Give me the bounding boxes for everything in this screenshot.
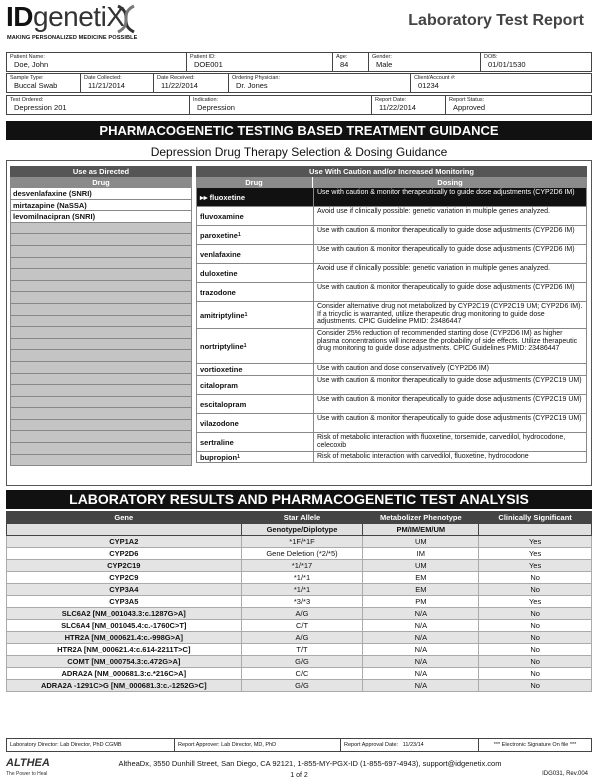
drug-label: sertraline (200, 437, 234, 447)
lab-result-row (7, 584, 592, 596)
drug-label: fluvoxamine (200, 211, 244, 221)
lab-result-row (7, 572, 592, 584)
dosing-guidance: Use with caution & monitor therapeutically to guide dose adjustments (CYP2D6 IM) (317, 246, 575, 253)
caution-drug-name (197, 226, 314, 244)
lab-result-row (7, 560, 592, 572)
caution-drug-row (196, 364, 587, 376)
gene-name: CYP2D6 (7, 548, 242, 560)
drug-label: trazodone (200, 287, 236, 297)
genotype: C/T (241, 620, 363, 632)
approval-date: 11/23/14 (402, 742, 424, 748)
empty-row (10, 316, 192, 328)
clinical-significance: Yes (479, 596, 592, 608)
caution-drug-name (197, 283, 314, 301)
drug-label: paroxetine (200, 230, 238, 240)
company-address: AltheaDx, 3550 Dunhill Street, San Diego, CA 92121, 1-855-MY-PGX-ID (1-855-697-4943), support@idgenetix.com (118, 759, 502, 768)
genotype: A/G (241, 608, 363, 620)
althea-logo: ALTHEA (6, 757, 50, 769)
caution-drug-name (197, 329, 314, 363)
caution-drug-row (196, 329, 587, 364)
report-date-cell: Report Date: 11/22/2014 (372, 96, 446, 114)
patient-id-cell: Patient ID: DOE001 (187, 53, 333, 71)
sample-type-cell: Sample Type: Buccal Swab (7, 74, 81, 92)
empty-row (10, 374, 192, 386)
caution-drug-name (197, 188, 314, 206)
caution-drug-row (196, 245, 587, 264)
caution-drug-name (197, 395, 314, 413)
footnote-marker: 1 (237, 454, 240, 460)
empty-row (10, 408, 192, 420)
gene-subheader (7, 524, 242, 536)
lab-result-row (7, 644, 592, 656)
caution-drug-name (197, 245, 314, 263)
clinical-significance: Yes (479, 548, 592, 560)
lab-result-row (7, 548, 592, 560)
electronic-signature: *** Electronic Signature On file *** (493, 742, 577, 748)
caution-table (196, 166, 587, 463)
lab-result-row (7, 680, 592, 692)
gene-name: COMT [NM_000754.3:c.472G>A] (7, 656, 242, 668)
report-approver: Report Approver: Lab Director, MD, PhD (175, 739, 341, 751)
caution-drug-name (197, 364, 314, 375)
gene-name: SLC6A4 [NM_001045.4:c.-1760C>T] (7, 620, 242, 632)
lab-result-row (7, 608, 592, 620)
dosing-col-header: Dosing (313, 177, 587, 188)
phenotype: N/A (363, 608, 479, 620)
gene-name: HTR2A [NM_000621.4:c.614-2211T>C] (7, 644, 242, 656)
right-drug-col-header: Drug (196, 177, 313, 188)
clinical-significance: No (479, 572, 592, 584)
dob-cell: DOB: 01/01/1530 (484, 54, 526, 69)
empty-row (10, 443, 192, 455)
caution-drug-name (197, 207, 314, 225)
genotype: *3/*3 (241, 596, 363, 608)
drug-label: vortioxetine (200, 365, 243, 374)
empty-row (10, 339, 192, 351)
drug-label: nortriptyline (200, 341, 244, 351)
caution-drug-row (196, 226, 587, 245)
phenotype: UM (363, 536, 479, 548)
empty-row (10, 397, 192, 409)
idgenetix-logo: IDgenetiX (6, 1, 125, 32)
phenotype-subheader: PM/IM/EM/UM (363, 524, 479, 536)
report-status-cell: Report Status: Approved (449, 97, 486, 112)
gene-name: CYP3A4 (7, 584, 242, 596)
caution-drug-row (196, 452, 587, 463)
dosing-guidance: Consider 25% reduction of recommended starting dose (CYP2D6 IM) as higher plasma concentrations will increase the probability of side effects. Utilize therapeutic drug monitoring to guide dose adjustments. CPIC Guidelines PMID: 23486447 (317, 330, 578, 353)
date-received-cell: Date Received: 11/22/2014 (154, 74, 229, 92)
dosing-guidance: Consider alternative drug not metabolized by CYP2C19 (CYP2C19 UM; CYP2D6 IM). If a tricyclic is warranted, utilize therapeutic drug monitoring to guide dose adjustments. CPIC Guideline PMID: 23486447 (317, 303, 583, 326)
caution-drug-row (196, 207, 587, 226)
page-number: 1 of 2 (290, 772, 308, 779)
patient-name-cell: Patient Name: Doe, John (7, 53, 187, 71)
dosing-guidance: Avoid use if clinically possible: genetic variation in multiple genes analyzed. (317, 265, 550, 272)
empty-row (10, 431, 192, 443)
phenotype: N/A (363, 668, 479, 680)
dna-helix-icon (114, 4, 138, 34)
clinical-significance: Yes (479, 560, 592, 572)
approval-date-cell: Report Approval Date: 11/23/14 (341, 739, 479, 751)
guidance-banner: PHARMACOGENETIC TESTING BASED TREATMENT GUIDANCE (6, 121, 592, 140)
caution-drug-name (197, 433, 314, 451)
empty-row (10, 362, 192, 374)
directed-drug-row: desvenlafaxine (SNRI) (10, 188, 192, 200)
signature-footer (6, 738, 592, 752)
gender-cell: Gender: Male (369, 53, 481, 71)
phenotype-col-header: Metabolizer Phenotype (363, 512, 479, 524)
empty-row (10, 327, 192, 339)
genotype: *1F/*1F (241, 536, 363, 548)
lab-results-table (6, 511, 592, 692)
use-as-directed-header: Use as Directed (10, 166, 192, 177)
caution-drug-row (196, 264, 587, 283)
gene-name: ADRA2A -1291C>G [NM_000681.3:c.-1252G>C] (7, 680, 242, 692)
date-collected-cell: Date Collected: 11/21/2014 (81, 74, 154, 92)
footnote-marker: 1 (237, 232, 241, 238)
drug-label: duloxetine (200, 268, 238, 278)
drug-label: amitriptyline (200, 310, 245, 320)
empty-row (10, 281, 192, 293)
caution-drug-row (196, 376, 587, 395)
althea-tagline: The Power to Heal (6, 771, 48, 777)
caution-header: Use With Caution and/or Increased Monitoring (196, 166, 587, 177)
guidance-subtitle: Depression Drug Therapy Selection & Dosing Guidance (150, 145, 448, 159)
star-allele-col-header: Star Allele (241, 512, 363, 524)
dosing-guidance: Avoid use if clinically possible: genetic variation in multiple genes analyzed. (317, 208, 550, 215)
ordering-physician-cell: Ordering Physician: Dr. Jones (229, 74, 411, 92)
drug-label: escitalopram (200, 399, 247, 409)
phenotype: UM (363, 560, 479, 572)
left-drug-col-header: Drug (10, 177, 192, 188)
genotype: T/T (241, 644, 363, 656)
footnote-marker: 1 (244, 312, 248, 318)
gene-name: CYP2C9 (7, 572, 242, 584)
drug-label: vilazodone (200, 418, 239, 428)
dosing-guidance: Use with caution & monitor therapeutically to guide dose adjustments (CYP2D6 IM) (317, 284, 575, 291)
caution-drug-row (196, 395, 587, 414)
dosing-guidance: Use with caution & monitor therapeutically to guide dose adjustments (CYP2D6 IM) (317, 189, 575, 196)
clinical-significance: No (479, 668, 592, 680)
caution-drug-name (197, 452, 314, 462)
logo-tagline: MAKING PERSONALIZED MEDICINE POSSIBLE (7, 35, 138, 41)
dosing-guidance: Risk of metabolic interaction with carvedilol, fluoxetine, hydrocodone (317, 453, 529, 460)
directed-drug-row: levomilnacipran (SNRI) (10, 211, 192, 223)
lab-result-row (7, 596, 592, 608)
empty-row (10, 304, 192, 316)
gene-name: ADRA2A [NM_000681.3:c.*216C>A] (7, 668, 242, 680)
clinical-significance: Yes (479, 536, 592, 548)
clinical-significance: No (479, 584, 592, 596)
phenotype: N/A (363, 656, 479, 668)
test-ordered-cell: Test Ordered: Depression 201 (7, 96, 190, 114)
lab-result-row (7, 632, 592, 644)
clinical-significance: No (479, 644, 592, 656)
drug-label: venlafaxine (200, 249, 241, 259)
clinical-significance: No (479, 620, 592, 632)
age-cell: Age: 84 (333, 53, 369, 71)
genotype: G/G (241, 656, 363, 668)
genotype-subheader: Genotype/Diplotype (241, 524, 363, 536)
drug-label: citalopram (200, 380, 238, 390)
caution-drug-row (196, 302, 587, 329)
genotype: A/G (241, 632, 363, 644)
caution-drug-name (197, 264, 314, 282)
empty-row (10, 246, 192, 258)
phenotype: N/A (363, 644, 479, 656)
phenotype: EM (363, 572, 479, 584)
drug-label: bupropion (200, 452, 238, 462)
phenotype: PM (363, 596, 479, 608)
directed-drug-row: mirtazapine (NaSSA) (10, 200, 192, 212)
caution-drug-row (196, 414, 587, 433)
lab-director: Laboratory Director: Lab Director, PhD CGMB (7, 739, 175, 751)
dosing-guidance: Risk of metabolic interaction with fluoxetine, torsemide, carvedilol, hydrocodone, celecoxib (317, 434, 566, 449)
gene-name: CYP1A2 (7, 536, 242, 548)
caution-drug-name (197, 376, 314, 394)
drug-label: ▸▸ fluoxetine (200, 192, 246, 202)
dosing-guidance: Use with caution & monitor therapeutically to guide dose adjustments (CYP2C19 UM) (317, 377, 582, 384)
empty-row (10, 258, 192, 270)
dosing-guidance: Use with caution & monitor therapeutically to guide dose adjustments (CYP2C19 UM) (317, 396, 582, 403)
empty-row (10, 292, 192, 304)
lab-result-row (7, 668, 592, 680)
phenotype: N/A (363, 680, 479, 692)
gene-name: SLC6A2 [NM_001043.3:c.1287G>A] (7, 608, 242, 620)
caution-drug-row (196, 188, 587, 207)
clinical-significance: No (479, 608, 592, 620)
caution-drug-row (196, 283, 587, 302)
empty-row (10, 269, 192, 281)
genotype: C/C (241, 668, 363, 680)
genotype: *1/*1 (241, 584, 363, 596)
gene-name: CYP2C19 (7, 560, 242, 572)
phenotype: EM (363, 584, 479, 596)
lab-results-banner: LABORATORY RESULTS AND PHARMACOGENETIC TEST ANALYSIS (6, 490, 592, 509)
sample-info-row (6, 73, 592, 93)
caution-drug-name (197, 302, 314, 328)
lab-result-row (7, 656, 592, 668)
gene-name: CYP3A5 (7, 596, 242, 608)
clinical-significance: No (479, 632, 592, 644)
empty-row (10, 455, 192, 467)
report-title: Laboratory Test Report (408, 12, 584, 29)
client-account-cell: Client/Account #: 01234 (414, 75, 456, 90)
clinical-significance: No (479, 680, 592, 692)
significance-col-header: Clinically Significant (479, 512, 592, 524)
genotype: *1/*1 (241, 572, 363, 584)
indication-cell: Indication: Depression (190, 96, 372, 114)
phenotype: N/A (363, 620, 479, 632)
dosing-guidance: Use with caution and dose conservatively (CYP2D6 IM) (317, 365, 489, 372)
test-info-row (6, 95, 592, 115)
empty-row (10, 350, 192, 362)
caution-drug-name (197, 414, 314, 432)
empty-row (10, 420, 192, 432)
dosing-guidance: Use with caution & monitor therapeutically to guide dose adjustments (CYP2D6 IM) (317, 227, 575, 234)
empty-row (10, 385, 192, 397)
phenotype: N/A (363, 632, 479, 644)
document-id: IDG031, Rev.004 (542, 771, 588, 777)
dosing-guidance: Use with caution & monitor therapeutically to guide dose adjustments (CYP2C19 UM) (317, 415, 582, 422)
patient-info-row (6, 52, 592, 72)
clinical-significance: No (479, 656, 592, 668)
caution-drug-row (196, 433, 587, 452)
genotype: G/G (241, 680, 363, 692)
lab-result-row (7, 536, 592, 548)
genotype: Gene Deletion (*2/*5) (241, 548, 363, 560)
empty-row (10, 234, 192, 246)
gene-col-header: Gene (7, 512, 242, 524)
report-header (6, 2, 592, 46)
phenotype: IM (363, 548, 479, 560)
gene-name: HTR2A [NM_000621.4:c.-998G>A] (7, 632, 242, 644)
empty-row (10, 223, 192, 235)
use-as-directed-table (10, 166, 192, 466)
footnote-marker: 1 (243, 343, 247, 349)
lab-result-row (7, 620, 592, 632)
genotype: *1/*17 (241, 560, 363, 572)
significance-subheader (479, 524, 592, 536)
